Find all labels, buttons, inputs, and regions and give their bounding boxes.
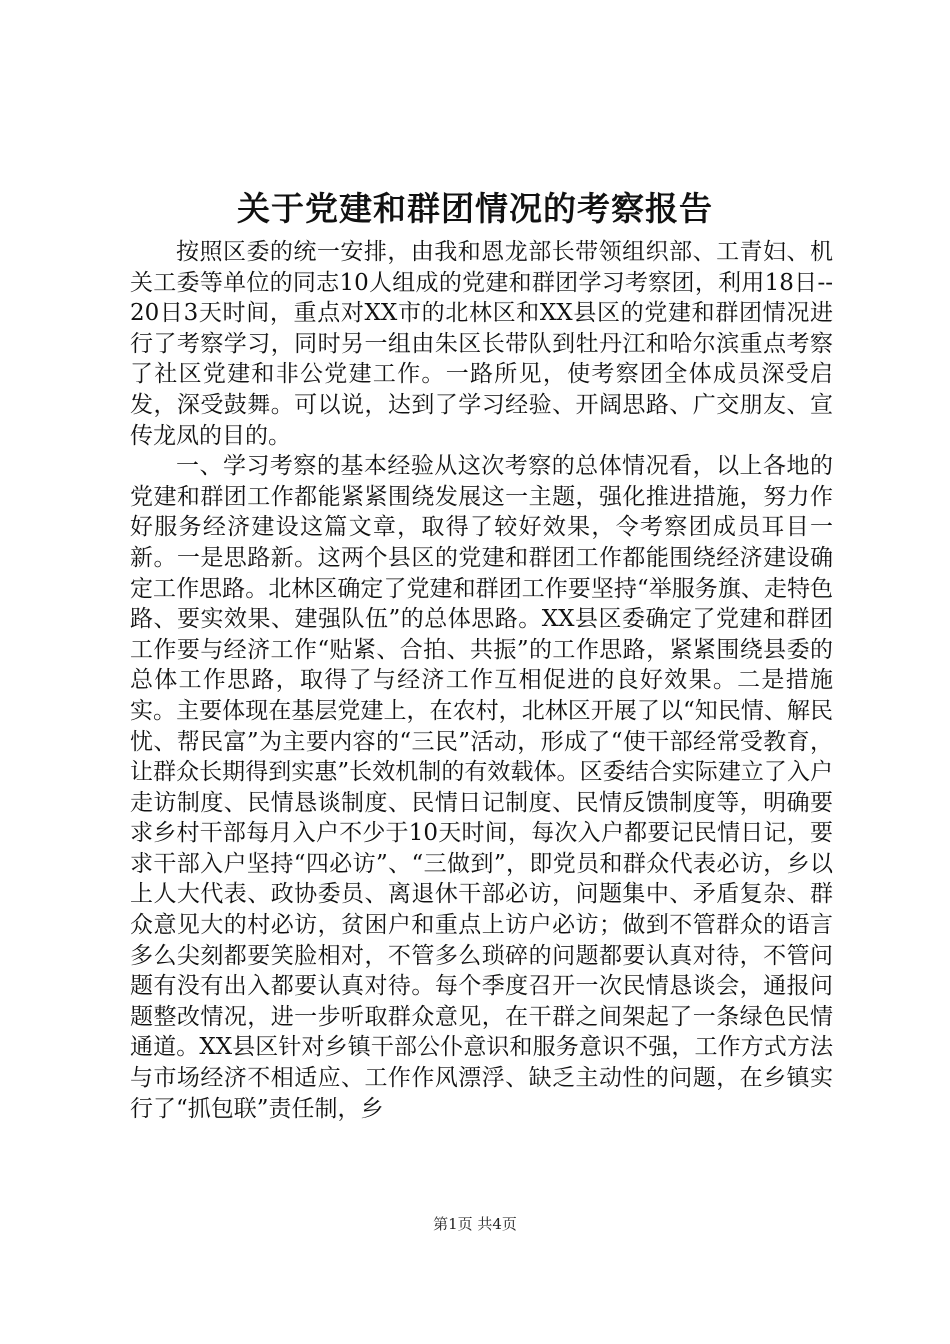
document-title: 关于党建和群团情况的考察报告	[237, 189, 713, 228]
document-body	[130, 237, 833, 1124]
paragraph-intro: 按照区委的统一安排，由我和恩龙部长带领组织部、工青妇、机关工委等单位的同志10人组成的党建和群团学习考察团，利用18日--20日3天时间，重点对XX市的北林区和XX县区的党建和群团情况进行了考察学习，同时另一组由朱区长带队到牡丹江和哈尔滨重点考察了社区党建和非公党建工作。一路所见，使考察团全体成员深受启发，深受鼓舞。可以说，达到了学习经验、开阔思路、广交朋友、宣传龙凤的目的。	[130, 239, 833, 449]
page-footer: 第1页 共4页	[433, 1215, 517, 1233]
paragraph-experience: 一、学习考察的基本经验从这次考察的总体情况看，以上各地的党建和群团工作都能紧紧围绕发展这一主题，强化推进措施，努力作好服务经济建设这篇文章，取得了较好效果，令考察团成员耳目一新。一是思路新。这两个县区的党建和群团工作都能围绕经济建设确定工作思路。北林区确定了党建和群团工作要坚持“举服务旗、走特色路、要实效果、建强队伍”的总体思路。XX县区委确定了党建和群团工作要与经济工作“贴紧、合拍、共振”的工作思路，紧紧围绕县委的总体工作思路，取得了与经济工作互相促进的良好效果。二是措施实。主要体现在基层党建上，在农村，北林区开展了以“知民情、解民忧、帮民富”为主要内容的“三民”活动，形成了“使干部经常受教育，让群众长期得到实惠”长效机制的有效载体。区委结合实际建立了入户走访制度、民情恳谈制度、民情日记制度、民情反馈制度等，明确要求乡村干部每月入户不少于10天时间，每次入户都要记民情日记，要求干部入户坚持“四必访”、“三做到”，即党员和群众代表必访，乡以上人大代表、政协委员、离退休干部必访，问题集中、矛盾复杂、群众意见大的村必访，贫困户和重点上访户必访；做到不管群众的语言多么尖刻都要笑脸相对，不管多么琐碎的问题都要认真对待，不管问题有没有出入都要认真对待。每个季度召开一次民情恳谈会，通报问题整改情况，进一步听取群众意见，在干群之间架起了一条绿色民情通道。XX县区针对乡镇干部公仆意识和服务意识不强，工作方式方法与市场经济不相适应、工作作风漂浮、缺乏主动性的问题，在乡镇实行了“抓包联”责任制，乡	[130, 453, 833, 1122]
